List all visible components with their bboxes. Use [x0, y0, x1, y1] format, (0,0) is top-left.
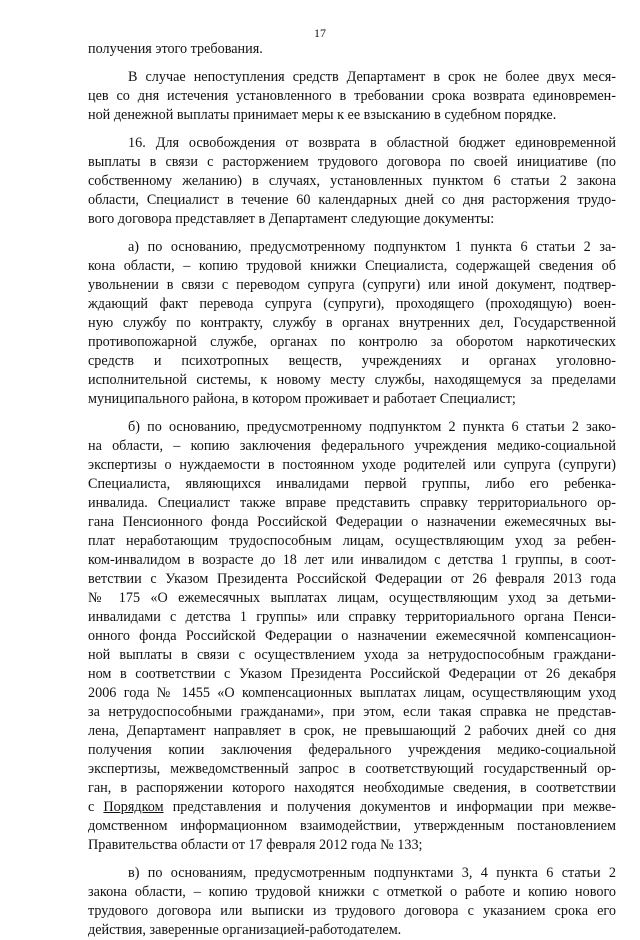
text-line: цев со дня истечения установленного в требовании срока возврата единовремен- [88, 88, 616, 104]
text-line: ган, в распоряжении которого находятся необходимые сведения, в соответствии [88, 780, 616, 796]
text-line: ком-инвалидом в возрасте до 18 лет или инвалидом с детства 1 группы, в соот- [88, 552, 616, 568]
text-line: 2006 года № 1455 «О компенсационных выплатах лицам, осуществляющим уход [88, 685, 616, 701]
text-line: в) по основаниям, предусмотренным подпунктами 3, 4 пункта 6 статьи 2 [128, 865, 616, 881]
paragraph-gap [88, 229, 616, 238]
text-line: ной выплаты в связи с осуществлением ухода за нетрудоспособным граждани- [88, 647, 616, 663]
text-line: ждающий факт перевода супруга (супруги), проходящего (проходящую) воен- [88, 296, 616, 312]
text-line: увольнении в связи с переводом супруга (супруги) или иной документ, подтвер- [88, 277, 616, 293]
text-line: вого договора представляет в Департамент следующие документы: [88, 211, 495, 227]
text-line: 16. Для освобождения от возврата в областной бюджет единовременной [128, 135, 616, 151]
page-number: 17 [314, 26, 326, 40]
text-line: В случае непоступления средств Департамент в срок не более двух меся- [128, 69, 616, 85]
paragraph-gap [88, 855, 616, 864]
text-line: инвалидами с детства 1 группы» или справку территориального органа Пенси- [88, 609, 616, 625]
text-line: ном в соответствии с Указом Президента Российской Федерации от 26 декабря [88, 666, 616, 682]
text-line: получения этого требования. [88, 41, 263, 57]
paragraph-p3 [88, 238, 616, 409]
text-line: лена, Департамент направляет в срок, не превышающий 2 рабочих дней со дня [88, 723, 616, 739]
text-line: инвалида. Специалист также вправе представить справку территориального ор- [88, 495, 616, 511]
text-line: экспертизы о нуждаемости в постоянном уходе родителей или супруга (супруги) [88, 457, 616, 473]
text-line: области, Специалист в течение 60 календарных дней со дня расторжения трудо- [88, 192, 616, 208]
paragraph-gap [88, 409, 616, 418]
paragraph-p0 [88, 40, 616, 59]
text-line: на области, – копию заключения федерального учреждения медико-социальной [88, 438, 616, 454]
text-line: ной денежной выплаты принимает меры к ее взысканию в судебном порядке. [88, 107, 557, 123]
text-line: Специалиста, являющихся инвалидами первой группы, либо его ребенка- [88, 476, 616, 492]
text-line: противопожарной службе, органах по контролю за оборотом наркотических [88, 334, 616, 350]
text-line: плат неработающим трудоспособным лицам, осуществляющим уход за ребен- [88, 533, 616, 549]
text-line: № 175 «О ежемесячных выплатах лицам, осуществляющим уход за детьми- [88, 590, 616, 606]
text-line: б) по основанию, предусмотренному подпунктом 2 пункта 6 статьи 2 зако- [128, 419, 616, 435]
text-line: выплаты в связи с расторжением трудового договора по своей инициативе (по [88, 154, 616, 170]
text-line: ную службу по контракту, службу в органах внутренних дел, Государственной [88, 315, 616, 331]
paragraph-p4 [88, 418, 616, 855]
text-line: с Порядком представления и получения документов и информации при межве- [88, 799, 616, 815]
text-line: гана Пенсионного фонда Российской Федерации о назначении ежемесячных вы- [88, 514, 616, 530]
text-line: муниципального района, в котором проживает и работает Специалист; [88, 391, 516, 407]
paragraph-gap [88, 125, 616, 134]
text-line: действия, заверенные организацией-работодателем. [88, 922, 402, 938]
text-line: получения копии заключения федерального учреждения медико-социальной [88, 742, 616, 758]
text-line: за нетрудоспособными гражданами», при этом, если такая справка не представ- [88, 704, 616, 720]
text-line: закона области, – копию трудовой книжки с отметкой о работе и копию нового [88, 884, 616, 900]
order-link[interactable]: Порядком [103, 799, 164, 815]
text-line: средств и психотропных веществ, учреждениях и органах уголовно- [88, 353, 616, 369]
paragraph-p5 [88, 864, 616, 940]
paragraph-p2 [88, 134, 616, 229]
text-line: исполнительной системы, к новому месту службы, находящемуся за пределами [88, 372, 616, 388]
text-line: ветствии с Указом Президента Российской Федерации от 26 февраля 2013 года [88, 571, 616, 587]
text-line: собственному желанию) в случаях, установленных пунктом 6 статьи 2 закона [88, 173, 616, 189]
text-line: онного фонда Российской Федерации о назначении ежемесячной компенсацион- [88, 628, 616, 644]
document-body [88, 40, 616, 940]
text-line: кона области, – копию трудовой книжки Специалиста, содержащей сведения об [88, 258, 616, 274]
paragraph-gap [88, 59, 616, 68]
text-line: экспертизы, межведомственный запрос в соответствующий государственный ор- [88, 761, 616, 777]
text-line: Правительства области от 17 февраля 2012 года № 133; [88, 837, 423, 853]
text-line: домственном информационном взаимодействии, утвержденным постановлением [88, 818, 616, 834]
text-line: а) по основанию, предусмотренному подпунктом 1 пункта 6 статьи 2 за- [128, 239, 616, 255]
text-line: трудового договора или выписки из трудового договора с указанием срока его [88, 903, 616, 919]
paragraph-p1 [88, 68, 616, 125]
